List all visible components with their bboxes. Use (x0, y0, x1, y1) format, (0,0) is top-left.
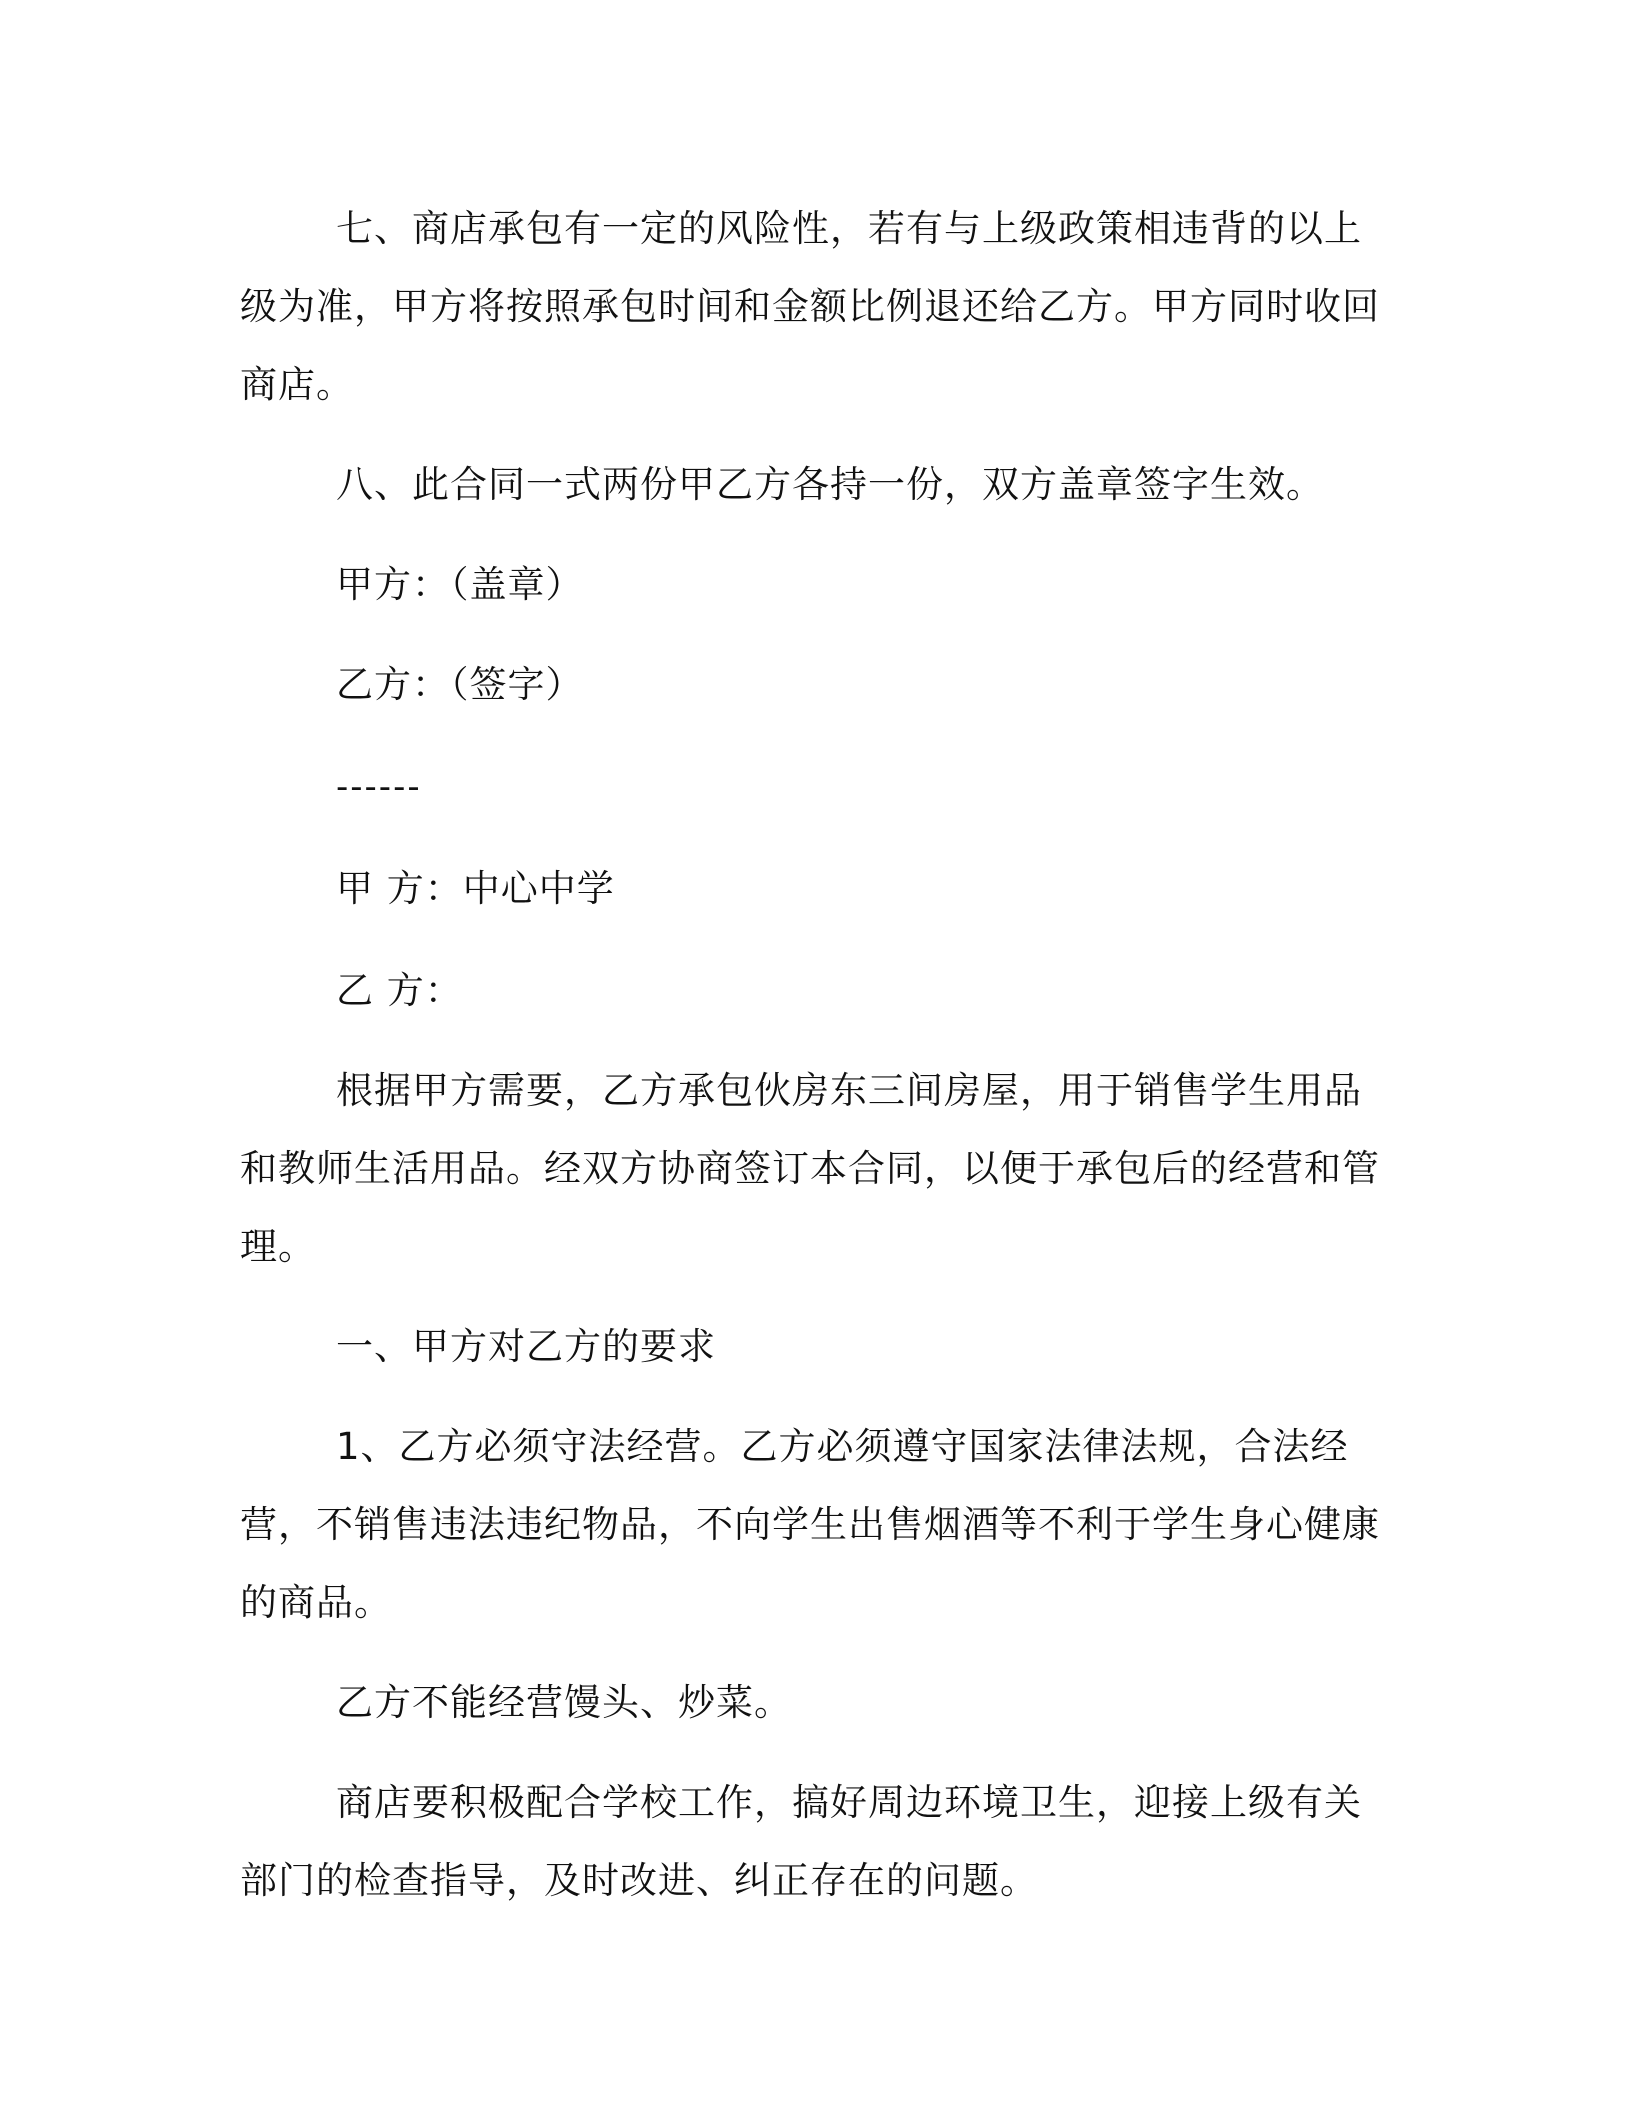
no-food-paragraph: 乙方不能经营馒头、炒菜。 (336, 1681, 792, 1724)
party-a-name-line: 甲 方：中心中学 (336, 867, 615, 910)
section-separator: ------ (336, 767, 422, 807)
party-a-seal-line: 甲方：（盖章） (336, 563, 584, 606)
party-b-name-line: 乙 方： (336, 969, 463, 1012)
section-1-heading: 一、甲方对乙方的要求 (336, 1325, 716, 1368)
requirement-1-paragraph: 1、乙方必须守法经营。乙方必须遵守国家法律法规，合法经营，不销售违法违纪物品，不向学生出售烟酒等不利于学生身心健康的商品。 (240, 1425, 1380, 1624)
clause-7-paragraph: 七、商店承包有一定的风险性，若有与上级政策相违背的以上级为准，甲方将按照承包时间和金额比例退还给乙方。甲方同时收回商店。 (240, 207, 1380, 406)
party-b-signature-line: 乙方：（签字） (336, 663, 584, 706)
clause-8-paragraph: 八、此合同一式两份甲乙方各持一份，双方盖章签字生效。 (336, 463, 1324, 506)
cooperation-paragraph: 商店要积极配合学校工作，搞好周边环境卫生，迎接上级有关部门的检查指导，及时改进、纠正存在的问题。 (240, 1781, 1362, 1902)
preamble-paragraph: 根据甲方需要，乙方承包伙房东三间房屋，用于销售学生用品和教师生活用品。经双方协商签订本合同，以便于承包后的经营和管理。 (240, 1069, 1380, 1268)
document-body (240, 190, 1380, 1920)
